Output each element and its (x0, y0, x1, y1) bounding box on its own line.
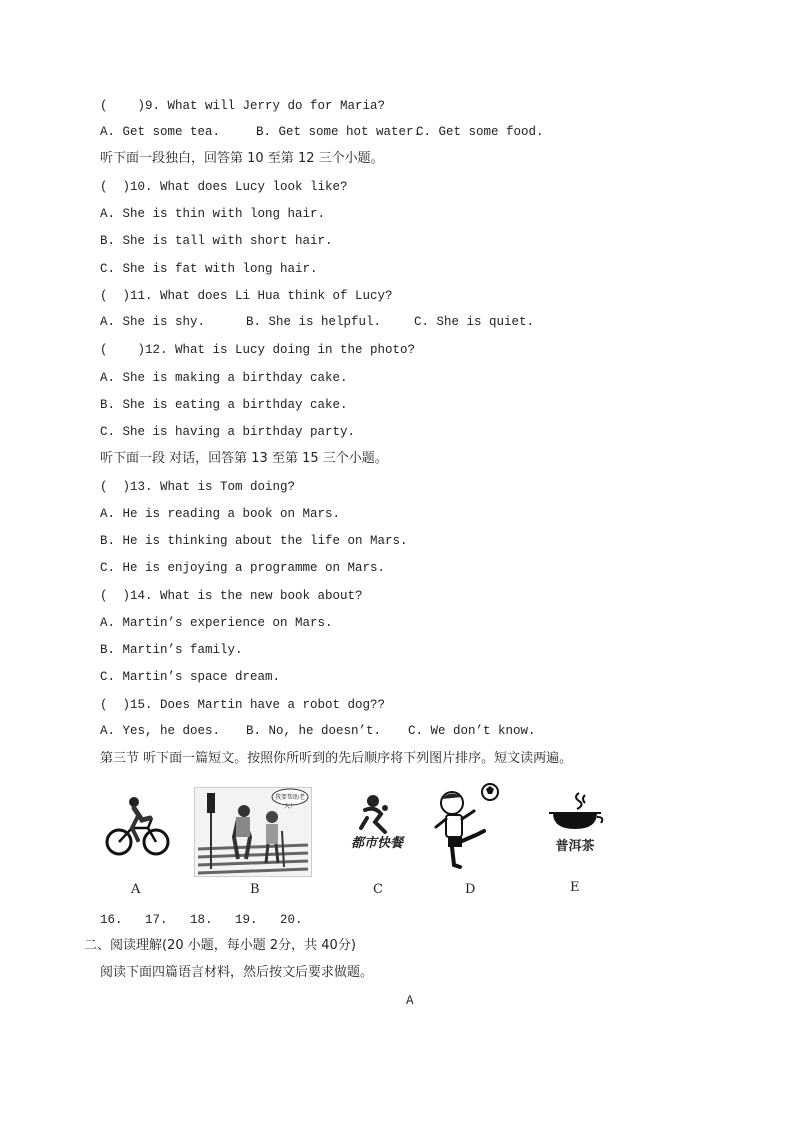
q15-option-c: C. We don’t know. (408, 724, 536, 738)
q11-option-b: B. She is helpful. (246, 315, 382, 329)
picture-a-label: A (131, 882, 141, 897)
answer-blanks: 16. 17. 18. 19. 20. (100, 913, 303, 927)
picture-b-label: B (250, 882, 260, 897)
q14-option-c: C. Martin’s space dream. (100, 670, 281, 684)
question-12-stem: ( )12. What is Lucy doing in the photo? (100, 343, 416, 357)
instruction-13-15: 听下面一段 对话，回答第 13 至第 15 三个小题。 (100, 451, 388, 466)
section-3-instruction: 第三节 听下面一篇短文。按照你所听到的先后顺序将下列图片排序。短文读两遍。 (100, 751, 573, 766)
question-15-stem: ( )15. Does Martin have a robot dog?? (100, 698, 386, 712)
fast-food-logo (345, 792, 409, 854)
question-9-stem: ( )9. What will Jerry do for Maria? (100, 99, 386, 113)
q15-option-b: B. No, he doesn’t. (246, 724, 382, 738)
fast-food-logo-text: 都市快餐 (350, 836, 403, 851)
fast-food-logo-icon (345, 792, 409, 836)
q14-option-a: A. Martin’s experience on Mars. (100, 616, 333, 630)
q15-option-a: A. Yes, he does. (100, 724, 221, 738)
q13-option-c: C. He is enjoying a programme on Mars. (100, 561, 386, 575)
q14-option-b: B. Martin’s family. (100, 643, 243, 657)
instruction-10-12: 听下面一段独白，回答第 10 至第 12 三个小题。 (100, 151, 384, 166)
q9-option-a: A. Get some tea. (100, 125, 221, 139)
passage-a-label: A (406, 994, 414, 1008)
q9-option-c: C. Get some food. (416, 125, 544, 139)
part-2-title: 二、阅读理解(20 小题，每小题 2分，共 40分) (84, 938, 356, 953)
crosswalk-picture (194, 787, 312, 877)
picture-d-label: D (465, 882, 476, 897)
tea-logo (545, 789, 605, 855)
q12-option-a: A. She is making a birthday cake. (100, 371, 348, 385)
picture-e-label: E (570, 880, 580, 895)
cyclist-icon (104, 794, 170, 860)
q11-option-a: A. She is shy. (100, 315, 206, 329)
picture-c-label: C (373, 882, 383, 897)
q10-option-a: A. She is thin with long hair. (100, 207, 326, 221)
question-14-stem: ( )14. What is the new book about? (100, 589, 363, 603)
speech-bubble-text: 我要帮助老人！ (274, 794, 305, 810)
tea-cup-icon (545, 789, 605, 833)
q9-option-b: B. Get some hot water. (256, 125, 422, 139)
q13-option-b: B. He is thinking about the life on Mars. (100, 534, 408, 548)
soccer-player-icon (432, 781, 502, 873)
q13-option-a: A. He is reading a book on Mars. (100, 507, 341, 521)
tea-logo-text: 普洱茶 (555, 839, 595, 854)
q10-option-c: C. She is fat with long hair. (100, 262, 318, 276)
part-2-instruction: 阅读下面四篇语言材料，然后按文后要求做题。 (100, 965, 374, 980)
question-13-stem: ( )13. What is Tom doing? (100, 480, 296, 494)
question-10-stem: ( )10. What does Lucy look like? (100, 180, 348, 194)
q10-option-b: B. She is tall with short hair. (100, 234, 333, 248)
question-11-stem: ( )11. What does Li Hua think of Lucy? (100, 289, 393, 303)
q11-option-c: C. She is quiet. (414, 315, 535, 329)
q12-option-c: C. She is having a birthday party. (100, 425, 356, 439)
q12-option-b: B. She is eating a birthday cake. (100, 398, 348, 412)
